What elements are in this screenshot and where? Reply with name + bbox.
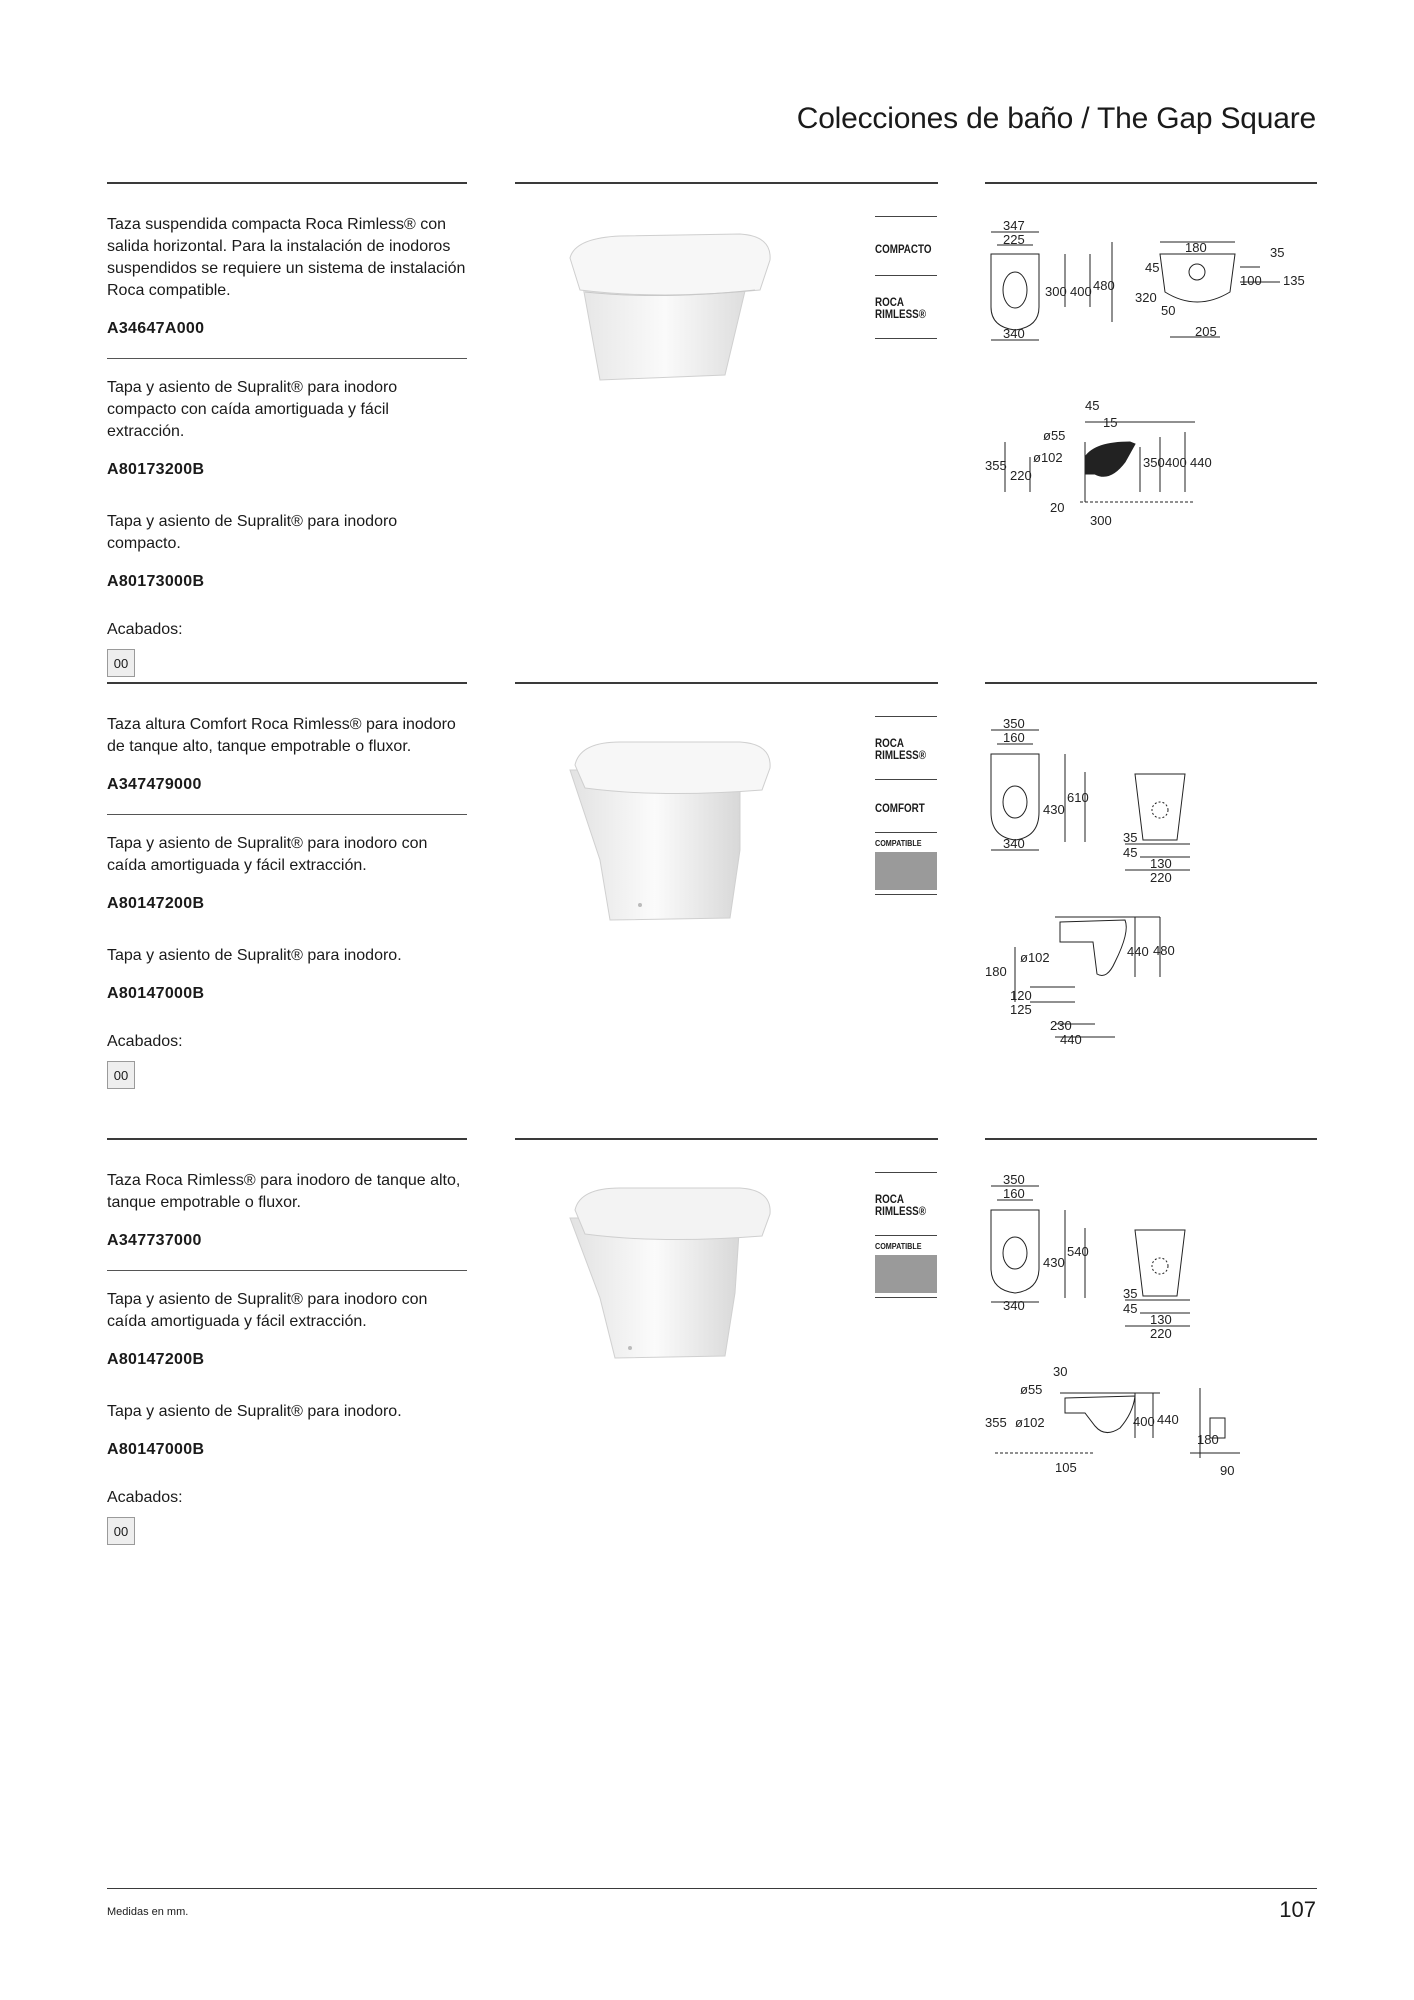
dimension-label: 347	[1003, 218, 1025, 233]
dimension-label: 540	[1067, 1244, 1089, 1259]
divider	[515, 682, 938, 684]
finishes-label: Acabados:	[107, 621, 183, 638]
dimension-label: 340	[1003, 326, 1025, 341]
finish-swatch: 00	[107, 649, 135, 677]
divider	[107, 1270, 467, 1271]
dimension-label: 440	[1157, 1412, 1179, 1427]
badge-compatible: COMPATIBLE	[875, 839, 922, 848]
dimension-label: 480	[1153, 943, 1175, 958]
product-description: Tapa y asiento de Supralit® para inodoro compacto.	[107, 513, 398, 552]
product-description: Tapa y asiento de Supralit® para inodoro.	[107, 947, 402, 964]
dimension-label: 45	[1145, 260, 1160, 275]
technical-drawing	[985, 212, 1325, 542]
footer-divider	[107, 1888, 1317, 1889]
dimension-label: 180	[985, 964, 1007, 979]
dimension-label: 340	[1003, 1298, 1025, 1313]
dimension-label: 130	[1150, 856, 1172, 871]
badge-rimless: RIMLESS®	[875, 307, 926, 321]
dimension-label: 430	[1043, 802, 1065, 817]
dimension-label: 120	[1010, 988, 1032, 1003]
dimension-label: 30	[1053, 1364, 1068, 1379]
finish-swatch: 00	[107, 1517, 135, 1545]
dimension-label: 480	[1093, 278, 1115, 293]
dimension-label: 230	[1050, 1018, 1072, 1033]
product-code: A80173000B	[107, 573, 205, 590]
dimension-label: 300	[1090, 513, 1112, 528]
divider	[985, 682, 1317, 684]
product-code: A347737000	[107, 1232, 202, 1249]
dimension-label: 180	[1197, 1432, 1219, 1447]
feature-badges	[875, 716, 937, 895]
badge-roca: ROCA	[875, 295, 904, 309]
compatible-image	[875, 1255, 937, 1293]
toilet-image	[540, 1178, 820, 1373]
product-code: A34647A000	[107, 320, 205, 337]
product-1-text	[107, 214, 467, 677]
dimension-label: 225	[1003, 232, 1025, 247]
product-3-text	[107, 1170, 467, 1545]
dimension-label: ø102	[1020, 950, 1050, 965]
divider	[985, 182, 1317, 184]
dimension-label: 440	[1060, 1032, 1082, 1047]
divider	[107, 1138, 467, 1140]
product-code: A347479000	[107, 776, 202, 793]
dimension-label: 35	[1123, 1286, 1138, 1301]
product-code: A80147200B	[107, 1351, 205, 1368]
page-title: Colecciones de baño / The Gap Square	[796, 102, 1316, 135]
dimension-label: 20	[1050, 500, 1065, 515]
dimension-label: 135	[1283, 273, 1305, 288]
product-code: A80147000B	[107, 985, 205, 1002]
dimension-label: 180	[1185, 240, 1207, 255]
toilet-image	[540, 220, 820, 395]
divider	[515, 1138, 938, 1140]
badge-roca: ROCA	[875, 1192, 904, 1206]
dimension-label: 320	[1135, 290, 1157, 305]
dimension-label: 160	[1003, 1186, 1025, 1201]
dimension-label: 205	[1195, 324, 1217, 339]
product-2-text	[107, 714, 467, 1089]
product-description: Tapa y asiento de Supralit® para inodoro con caída amortiguada y fácil extracción.	[107, 835, 428, 874]
dimension-label: 220	[1150, 870, 1172, 885]
badge-comfort: COMFORT	[875, 801, 925, 815]
divider	[107, 682, 467, 684]
divider	[985, 1138, 1317, 1140]
finishes-label: Acabados:	[107, 1489, 183, 1506]
badge-rimless: RIMLESS®	[875, 748, 926, 762]
feature-badges	[875, 216, 937, 339]
dimension-label: 350	[1003, 716, 1025, 731]
product-description: Taza altura Comfort Roca Rimless® para inodoro de tanque alto, tanque empotrable o fluxor.	[107, 716, 456, 755]
dimension-label: 355	[985, 1415, 1007, 1430]
dimension-label: 440	[1190, 455, 1212, 470]
product-description: Tapa y asiento de Supralit® para inodoro compacto con caída amortiguada y fácil extracción.	[107, 379, 398, 440]
dimension-label: ø102	[1033, 450, 1063, 465]
feature-badges	[875, 1172, 937, 1298]
divider	[107, 814, 467, 815]
toilet-image	[540, 730, 820, 935]
badge-rimless: RIMLESS®	[875, 1204, 926, 1218]
dimension-label: 340	[1003, 836, 1025, 851]
badge-compacto: COMPACTO	[875, 242, 932, 256]
dimension-label: 45	[1085, 398, 1100, 413]
technical-drawing	[985, 712, 1325, 1052]
dimension-label: 400	[1165, 455, 1187, 470]
finish-swatch: 00	[107, 1061, 135, 1089]
dimension-label: 105	[1055, 1460, 1077, 1475]
badge-roca: ROCA	[875, 736, 904, 750]
footer-note: Medidas en mm.	[107, 1906, 189, 1918]
compatible-image	[875, 852, 937, 890]
dimension-label: 125	[1010, 1002, 1032, 1017]
dimension-label: 15	[1103, 415, 1118, 430]
product-code: A80147000B	[107, 1441, 205, 1458]
dimension-label: 440	[1127, 944, 1149, 959]
dimension-label: ø102	[1015, 1415, 1045, 1430]
dimension-label: 350	[1003, 1172, 1025, 1187]
dimension-label: 350	[1143, 455, 1165, 470]
finishes-label: Acabados:	[107, 1033, 183, 1050]
dimension-label: ø55	[1043, 428, 1066, 443]
dimension-label: 610	[1067, 790, 1089, 805]
dimension-label: ø55	[1020, 1382, 1043, 1397]
product-code: A80173200B	[107, 461, 205, 478]
dimension-label: 220	[1150, 1326, 1172, 1341]
product-description: Taza Roca Rimless® para inodoro de tanque alto, tanque empotrable o fluxor.	[107, 1172, 461, 1211]
divider	[515, 182, 938, 184]
product-code: A80147200B	[107, 895, 205, 912]
badge-compatible: COMPATIBLE	[875, 1242, 922, 1251]
dimension-label: 300	[1045, 284, 1067, 299]
product-description: Taza suspendida compacta Roca Rimless® con salida horizontal. Para la instalación de inodoros suspendidos se requiere un sistema de instalación Roca compatible.	[107, 216, 466, 299]
technical-drawing	[985, 1168, 1325, 1498]
dimension-label: 400	[1070, 284, 1092, 299]
dimension-label: 35	[1270, 245, 1285, 260]
dimension-label: 130	[1150, 1312, 1172, 1327]
dimension-label: 50	[1161, 303, 1176, 318]
product-description: Tapa y asiento de Supralit® para inodoro con caída amortiguada y fácil extracción.	[107, 1291, 428, 1330]
dimension-label: 355	[985, 458, 1007, 473]
dimension-label: 430	[1043, 1255, 1065, 1270]
page-number: 107	[1279, 1897, 1316, 1922]
dimension-label: 220	[1010, 468, 1032, 483]
dimension-label: 160	[1003, 730, 1025, 745]
divider	[107, 358, 467, 359]
product-description: Tapa y asiento de Supralit® para inodoro.	[107, 1403, 402, 1420]
dimension-label: 45	[1123, 1301, 1138, 1316]
dimension-label: 90	[1220, 1463, 1235, 1478]
dimension-label: 45	[1123, 845, 1138, 860]
divider	[107, 182, 467, 184]
dimension-label: 100	[1240, 273, 1262, 288]
dimension-label: 35	[1123, 830, 1138, 845]
dimension-label: 400	[1133, 1414, 1155, 1429]
